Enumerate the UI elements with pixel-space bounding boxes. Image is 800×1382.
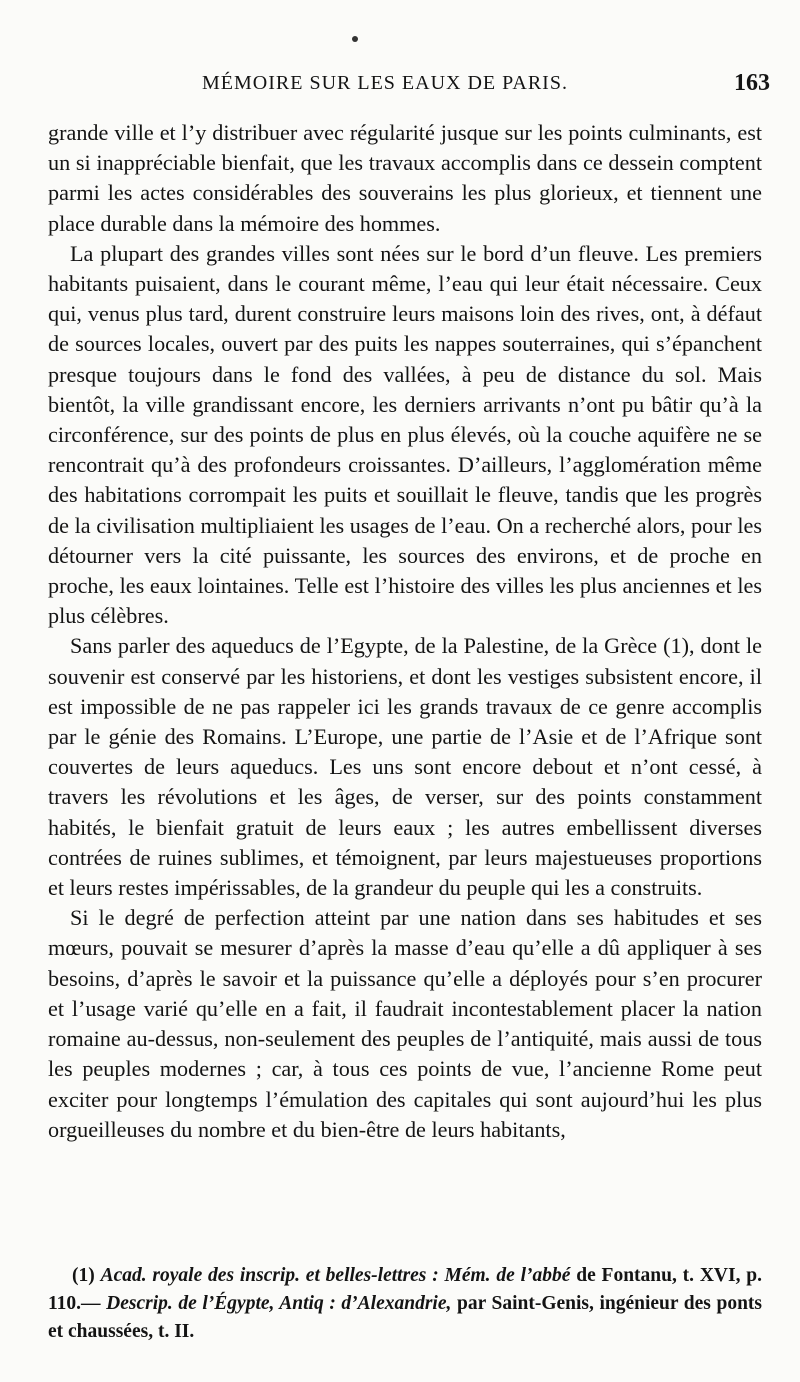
footnote-citation-2: de Fontanu, t. XVI, p. 110.— <box>48 1265 762 1314</box>
footnote-citation-4: par Saint-Genis, ingénieur des ponts et chaussées, t. II. <box>48 1293 763 1342</box>
footnote-citation-3: Descrip. de l’Égypte, Antiq : d’Alexandrie, <box>106 1293 452 1314</box>
paragraph: Sans parler des aqueducs de l’Egypte, de la Palestine, de la Grèce (1), dont le souvenir est conservé par les historiens, et dont les vestiges subsistent encore, il est impossible de ne pas rappeler ici les grands travaux de ce genre accomplis par le génie des Romains. L’Europe, une partie de l’Asie et de l’Afrique sont couvertes de leurs aqueducs. Les uns sont encore debout et n’ont cessé, à travers les révolutions et les âges, de verser, sur des points constamment habités, le bienfait gratuit de leurs eaux ; les autres embellissent diverses contrées de ruines sublimes, et témoignent, par leurs majestueuses proportions et leurs restes impérissables, de la grandeur du peuple qui les a construits. <box>48 633 762 901</box>
paragraph: La plupart des grandes villes sont nées sur le bord d’un fleuve. Les premiers habitants puisaient, dans le courant même, l’eau qui leur était nécessaire. Ceux qui, venus plus tard, durent construire leurs maisons loin des rives, ont, à défaut de sources locales, ouvert par des puits les nappes souterraines, qui s’épanchent presque toujours dans le fond des vallées, à peu de distance du sol. Mais bientôt, la ville grandissant encore, les derniers arrivants n’ont pu bâtir qu’à la circonférence, sur des points de plus en plus élevés, où la couche aquifère ne se rencontrait qu’à des profondeurs croissantes. D’ailleurs, l’agglomération même des habitations corrompait les puits et souillait le fleuve, tandis que les progrès de la civilisation multipliaient les usages de l’eau. On a recherché alors, pour les détourner vers la cité puissante, les sources des environs, et de proche en proche, les eaux lointaines. Telle est l’histoire des villes les plus anciennes et les plus célèbres. <box>48 240 762 629</box>
paragraph: Si le degré de perfection atteint par une nation dans ses habitudes et ses mœurs, pouvait se mesurer d’après la masse d’eau qu’elle a dû appliquer à ses besoins, d’après le savoir et la puissance qu’elle a déployés pour s’en procurer et l’usage varié qu’elle en a fait, il faudrait incontestablement placer la nation romaine au-dessus, non-seulement des peuples de l’antiquité, mais aussi de tous les peuples modernes ; car, à tous ces points de vue, l’ancienne Rome peut exciter pour longtemps l’émulation des capitales qui sont aujourd’hui les plus orgueilleuses du nombre et du bien-être de leurs habitants, <box>48 905 762 1142</box>
running-head <box>60 72 770 102</box>
footnote-marker: (1) <box>72 1265 95 1286</box>
printer-mark <box>352 36 358 42</box>
page-number: 163 <box>734 70 770 96</box>
running-title: MÉMOIRE SUR LES EAUX DE PARIS. <box>202 72 568 94</box>
paragraph-continuation: grande ville et l’y distribuer avec régularité jusque sur les points culminants, est un si inappréciable bienfait, que les travaux accomplis dans ce dessein comptent parmi les actes considérables des souverains les plus glorieux, et tiennent une place durable dans la mémoire des hommes. <box>48 120 762 236</box>
footnote-citation-1: Acad. royale des inscrip. et belles-lettres : Mém. de l’abbé <box>100 1265 571 1286</box>
footnote <box>48 1262 762 1346</box>
footnote-text <box>48 1262 762 1346</box>
body-text <box>48 118 762 1145</box>
